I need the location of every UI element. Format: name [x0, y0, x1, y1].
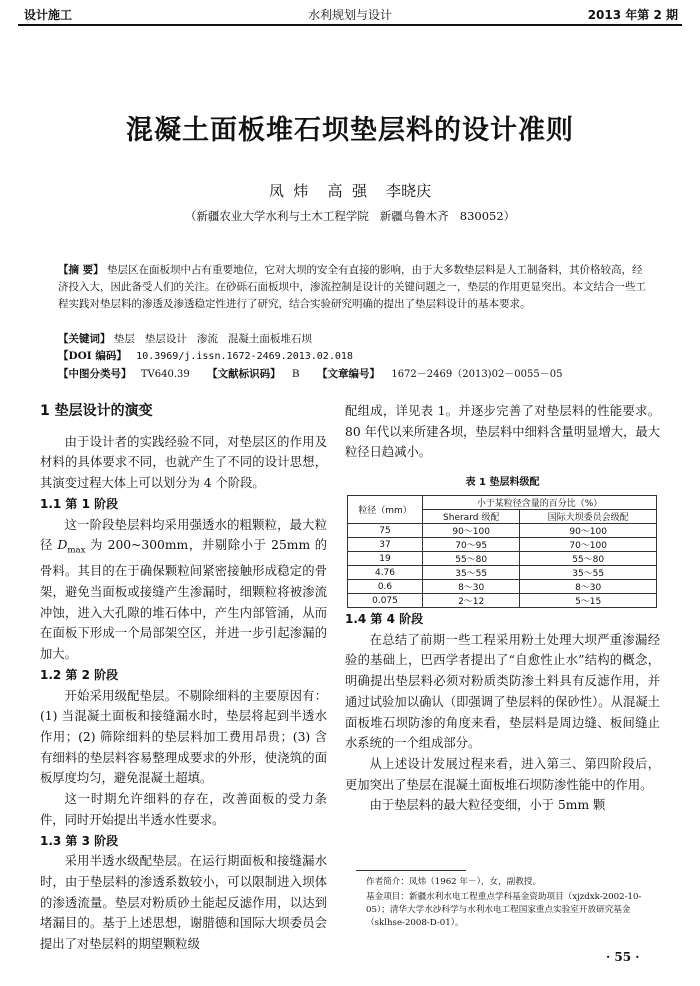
- table-cell: 90～100: [423, 524, 520, 538]
- table-cell: 0.6: [348, 580, 423, 594]
- abstract-label: 【摘 要】: [58, 264, 104, 276]
- running-header-left: 设计施工: [24, 8, 73, 22]
- footnote-author: 作者简介：凤炜（1962 年－），女，副教授。: [366, 877, 542, 887]
- section-1-1-paragraph: 这一阶段垫层料均采用强透水的粗颗粒，最大粒径 $D_{max}$ 为 200~300mm，并剔除小于 25mm 的骨料。其目的在于确保颗粒间紧密接触形成稳定的骨架，避免当面板或接缝产生渗漏时，细颗粒将被渗流冲蚀，进入大孔隙的堆石体中，产生内部管涌，从而在面板下形成一个局部架空区，并进一步引起渗漏的加大。: [40, 517, 327, 662]
- table-row: [348, 580, 657, 594]
- clc-label: 【中图分类号】: [58, 368, 132, 380]
- table-cell: 0.075: [348, 594, 423, 608]
- section-1-4-paragraph-2: 从上述设计发展过程来看，进入第三、第四阶段后，更加突出了垫层在混凝土面板堆石坝防渗性能中的作用。: [345, 756, 660, 792]
- classification: [58, 365, 562, 381]
- table-row: [348, 524, 657, 538]
- table-header-row: [348, 496, 657, 510]
- section-1-2-heading: 1.2 第 2 阶段: [40, 667, 119, 682]
- header-rule: [18, 24, 682, 26]
- keywords: [58, 331, 312, 346]
- footnote-rule: [356, 870, 466, 871]
- section-1-intro: 由于设计者的实践经验不同，对垫层区的作用及材料的具体要求不同，也就产生了不同的设计思想，其演变过程大体上可以划分为 4 个阶段。: [40, 434, 327, 491]
- page-number: · 55 ·: [606, 950, 640, 964]
- section-1-3-paragraph: 采用半透水级配垫层。在运行期面板和接缝漏水时，由于垫层料的渗透系数较小，可以限制进入坝体的渗透流量。垫层对粉质砂土能起反滤作用，以达到堵漏目的。基于上述思想，谢腊德和国际大坝委员会提出了对垫层料的期望颗粒级: [40, 854, 327, 952]
- section-1-4-paragraph-3: 由于垫层料的最大粒径变细，小于 5mm 颗: [369, 798, 606, 813]
- section-1-2-paragraph-1: 开始采用级配垫层。不剔除细料的主要原因有：(1) 当混凝土面板和接缝漏水时，垫层将起到半透水作用；(2) 筛除细料的垫层料加工费用昂贵；(3) 含有细料的垫层料容易整理成要求的外形，使浇筑的面板厚度均匀，避免混凝土超填。: [40, 688, 327, 786]
- clc-value: TV640.39: [140, 369, 190, 380]
- table-cell: 4.76: [348, 566, 423, 580]
- table-cell: 70～95: [423, 538, 520, 552]
- abstract-text: 垫层区在面板坝中占有重要地位，它对大坝的安全有直接的影响，由于大多数垫层料是人工制备料，其价格较高，经济投入大，因此备受人们的关注。在砂砾石面板坝中，渗流控制是设计的关键问题之一，垫层的作用更显突出。本文结合一些工程实践对垫层料的渗透及渗透稳定性进行了研究，结合实验研究明确的提出了垫层料设计的基本要求。: [58, 264, 646, 310]
- section-1-3-heading: 1.3 第 3 阶段: [40, 833, 119, 848]
- section-1-4-paragraph-1: 在总结了前期一些工程采用粉土处理大坝严重渗漏经验的基础上，巴西学者提出了“自愈性止水”结构的概念，明确提出垫层料必须对粉质类防渗土料具有反滤作用，并通过试验加以确认（即强调了垫层料的保砂性）。从混凝土面板堆石坝防渗的角度来看，垫层料是周边缝、板间缝止水系统的一个组成部分。: [345, 632, 660, 751]
- doc-code-value: B: [291, 368, 300, 380]
- table-row: [348, 552, 657, 566]
- section-1-2-paragraph-2: 这一时期允许细料的存在，改善面板的受力条件，同时开始提出半透水性要求。: [40, 792, 327, 827]
- article-number-label: 【文章编号】: [316, 368, 380, 380]
- section-1-heading: 1 垫层设计的演变: [40, 403, 153, 419]
- abstract: [58, 262, 648, 313]
- section-1-1-heading: 1.1 第 1 阶段: [40, 496, 119, 511]
- footnote-funding: 基金项目：新疆水利水电工程重点学科基金资助项目（xjzdxk-2002-10-05）；清华大学水沙科学与水利水电工程国家重点实验室开放研究基金（sklhse-2008-D-01）。: [366, 892, 642, 928]
- table-cell: 37: [348, 538, 423, 552]
- table-header-icold: 国际大坝委员会级配: [520, 510, 657, 524]
- table-row: [348, 538, 657, 552]
- doi: [58, 348, 353, 363]
- running-header-center: 水利规划与设计: [307, 8, 392, 22]
- table-cell: 2～12: [423, 594, 520, 608]
- running-header-right: 2013 年第 2 期: [587, 8, 678, 22]
- table-cell: 55～80: [423, 552, 520, 566]
- paper-title: 混凝土面板堆石坝垫层料的设计准则: [126, 115, 574, 146]
- authors: 凤 炜 高 强 李晓庆: [268, 182, 432, 200]
- affiliation: （新疆农业大学水利与土木工程学院 新疆乌鲁木齐 830052）: [184, 209, 516, 223]
- table-header-group: 小于某粒径含量的百分比（%）: [423, 496, 657, 510]
- table-cell: 55～80: [520, 552, 657, 566]
- keywords-label: 【关键词】: [58, 333, 111, 345]
- table-cell: 35～55: [520, 566, 657, 580]
- section-1-3-continuation: 配组成，详见表 1。并逐步完善了对垫层料的性能要求。80 年代以来所建各坝，垫层料中细料含量明显增大，最大粒径日趋减小。: [345, 404, 660, 460]
- keywords-text: 垫层 垫层设计 渗流 混凝土面板堆石坝: [113, 333, 312, 345]
- table-cell: 8～30: [520, 580, 657, 594]
- table-header-sherard: Sherard 级配: [423, 510, 520, 524]
- table-1: [347, 495, 657, 608]
- doc-code-label: 【文献标识码】: [207, 368, 281, 380]
- section-1-4-heading: 1.4 第 4 阶段: [345, 612, 424, 626]
- table-row: [348, 594, 657, 608]
- right-column: [345, 401, 660, 463]
- table-cell: 19: [348, 552, 423, 566]
- table-cell: 75: [348, 524, 423, 538]
- table-cell: 70～100: [520, 538, 657, 552]
- table-cell: 35～55: [423, 566, 520, 580]
- left-column: [40, 401, 327, 955]
- table-1-caption: 表 1 垫层料级配: [465, 477, 540, 488]
- table-cell: 8～30: [423, 580, 520, 594]
- doi-value: 10.3969/j.issn.1672-2469.2013.02.018: [136, 351, 353, 362]
- table-row: [348, 566, 657, 580]
- table-cell: 5～15: [520, 594, 657, 608]
- doi-label: 【DOI 编码】: [58, 350, 127, 362]
- right-column-lower: [345, 609, 660, 816]
- table-header-size: 粒径（mm）: [348, 496, 423, 524]
- article-number-value: 1672－2469（2013)02－0055－05: [391, 369, 563, 380]
- table-cell: 90～100: [520, 524, 657, 538]
